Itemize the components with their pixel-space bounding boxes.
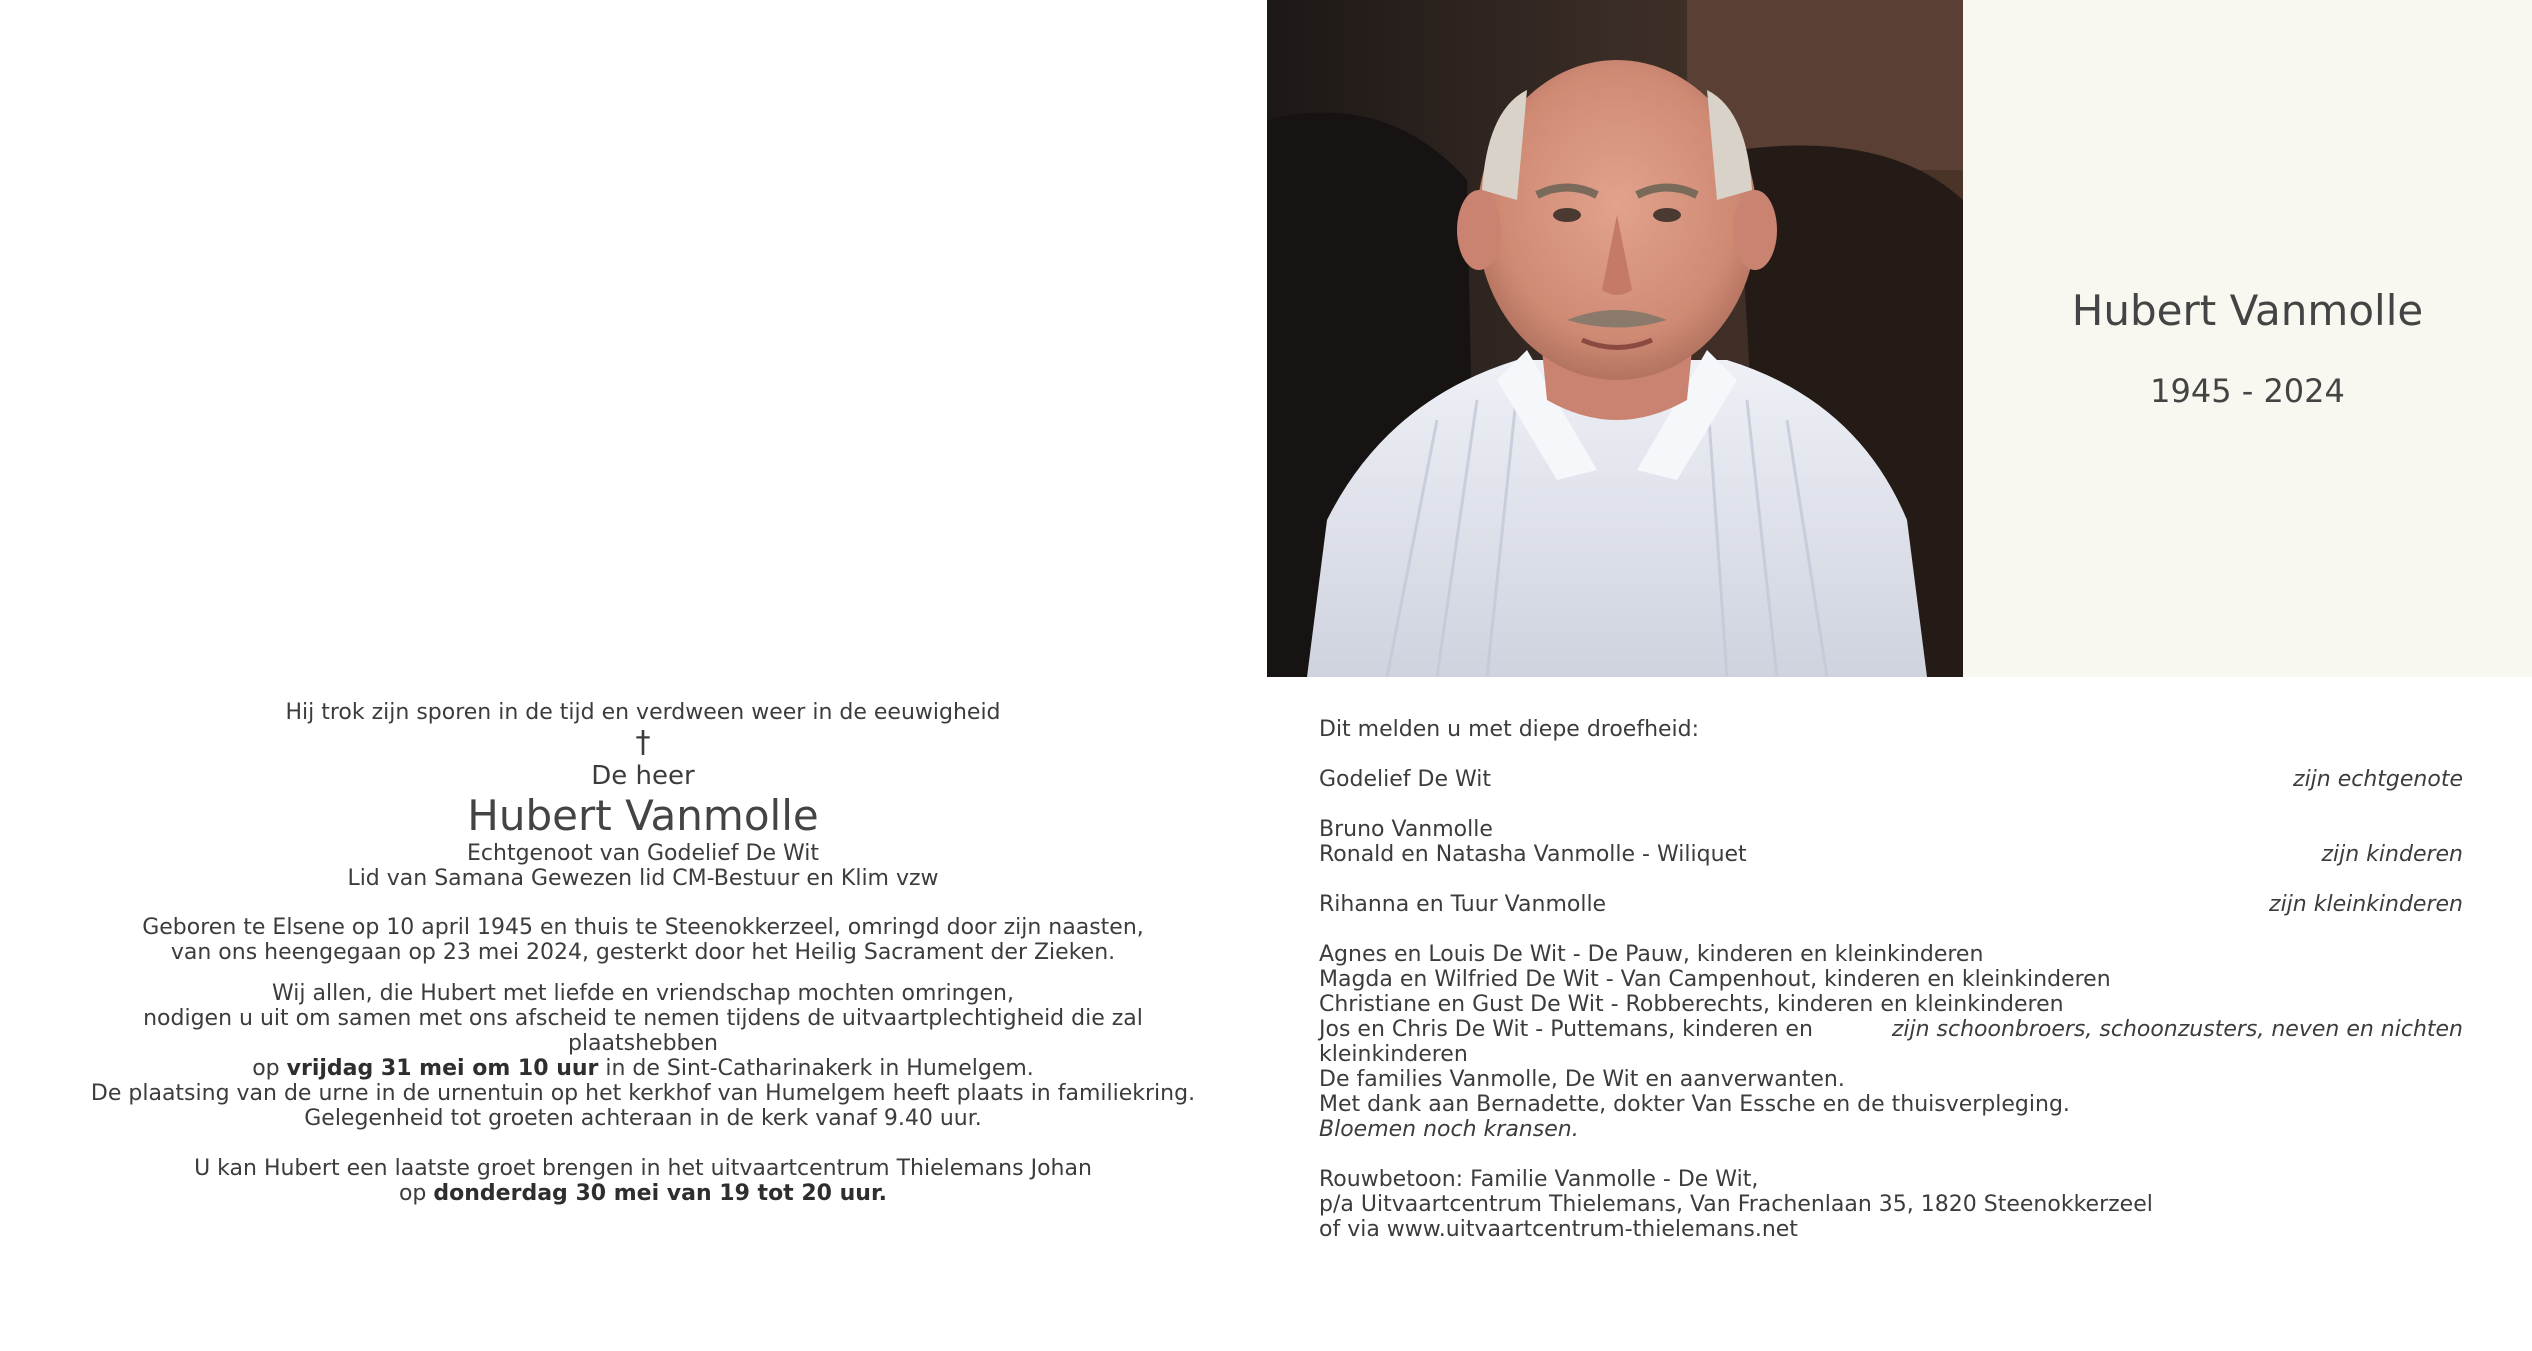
children-relation: zijn kinderen	[2321, 842, 2463, 867]
spouse-name: Godelief De Wit	[1319, 767, 1491, 792]
inlaws-relation: zijn schoonbroers, schoonzusters, neven en nichten	[1891, 1017, 2463, 1042]
inlaw-1: Agnes en Louis De Wit - De Pauw, kinderen en kleinkinderen	[1319, 942, 1984, 967]
invite-line-3	[90, 1056, 1196, 1081]
deceased-name: Hubert Vanmolle	[467, 791, 819, 840]
cross-icon: †	[635, 725, 651, 760]
address-line-1: Rouwbetoon: Familie Vanmolle - De Wit,	[1319, 1167, 1759, 1192]
invite-line-1: Wij allen, die Hubert met liefde en vriendschap mochten omringen,	[272, 981, 1014, 1006]
spouse-row	[1319, 767, 2463, 792]
birth-death-paragraph	[90, 915, 1196, 965]
visit-line-1: U kan Hubert een laatste groet brengen in het uitvaartcentrum Thielemans Johan	[194, 1156, 1092, 1181]
portrait-photo	[1267, 0, 1963, 677]
visitation-paragraph	[90, 1156, 1196, 1206]
grandchildren-relation: zijn kleinkinderen	[2269, 892, 2463, 917]
panel-name: Hubert Vanmolle	[2071, 286, 2424, 335]
website-link[interactable]: of via www.uitvaartcentrum-thielemans.net	[1319, 1217, 1798, 1242]
inlaws-row	[1319, 1017, 2463, 1067]
child-1: Bruno Vanmolle	[1319, 817, 1493, 842]
visit-date: donderdag 30 mei van 19 tot 20 uur.	[433, 1181, 888, 1206]
motto: Hij trok zijn sporen in de tijd en verdween weer in de eeuwigheid	[285, 700, 1001, 725]
families-line: De families Vanmolle, De Wit en aanverwanten.	[1319, 1067, 1845, 1092]
address-line-2: p/a Uitvaartcentrum Thielemans, Van Frachenlaan 35, 1820 Steenokkerzeel	[1319, 1192, 2153, 1217]
inlaw-2: Magda en Wilfried De Wit - Van Campenhout, kinderen en kleinkinderen	[1319, 967, 2111, 992]
invite-line-4: De plaatsing van de urne in de urnentuin op het kerkhof van Humelgem heeft plaats in familiekring.	[90, 1081, 1196, 1106]
child-2: Ronald en Natasha Vanmolle - Wiliquet	[1319, 842, 1747, 867]
funeral-date: vrijdag 31 mei om 10 uur	[286, 1056, 599, 1081]
portrait-illustration	[1267, 0, 1963, 677]
membership-line: Lid van Samana Gewezen lid CM-Bestuur en Klim vzw	[347, 866, 939, 891]
greeting-line: Gelegenheid tot groeten achteraan in de kerk vanaf 9.40 uur.	[304, 1106, 982, 1131]
flowers-line: Bloemen noch kransen.	[1319, 1117, 1579, 1142]
address-block	[1319, 1167, 2463, 1242]
family-column	[1319, 717, 2463, 1242]
visit-op: op	[398, 1181, 427, 1206]
funeral-invitation	[90, 981, 1196, 1106]
funeral-place: in de Sint-Catharinakerk in Humelgem.	[605, 1056, 1034, 1081]
grandchildren-names: Rihanna en Tuur Vanmolle	[1319, 892, 1607, 917]
invite-op: op	[252, 1056, 280, 1081]
name-panel	[1963, 0, 2532, 677]
intro-line: Dit melden u met diepe droefheid:	[1319, 717, 1700, 742]
spouse-relation: zijn echtgenote	[2293, 767, 2463, 792]
thanks-line: Met dank aan Bernadette, dokter Van Essche en de thuisverpleging.	[1319, 1092, 2070, 1117]
born-line-1: Geboren te Elsene op 10 april 1945 en thuis te Steenokkerzeel, omringd door zijn naasten,	[142, 915, 1144, 940]
inlaw-3: Christiane en Gust De Wit - Robberechts, kinderen en kleinkinderen	[1319, 992, 2064, 1017]
visit-line-2	[90, 1181, 1196, 1206]
invite-line-2: nodigen u uit om samen met ons afscheid te nemen tijdens de uitvaartplechtigheid die zal plaatshebben	[143, 1006, 1143, 1056]
children-row	[1319, 842, 2463, 867]
born-line-2: van ons heengegaan op 23 mei 2024, gesterkt door het Heilig Sacrament der Zieken.	[170, 940, 1116, 965]
inlaw-4: Jos en Chris De Wit - Puttemans, kinderen en kleinkinderen	[1319, 1017, 1813, 1067]
children-block	[1319, 817, 2463, 867]
panel-years: 1945 - 2024	[2150, 372, 2345, 410]
title: De heer	[591, 761, 695, 791]
announcement-column	[90, 700, 1196, 1206]
inlaws-block	[1319, 942, 2463, 1067]
grandchildren-row	[1319, 892, 2463, 917]
spouse-line: Echtgenoot van Godelief De Wit	[467, 841, 819, 866]
